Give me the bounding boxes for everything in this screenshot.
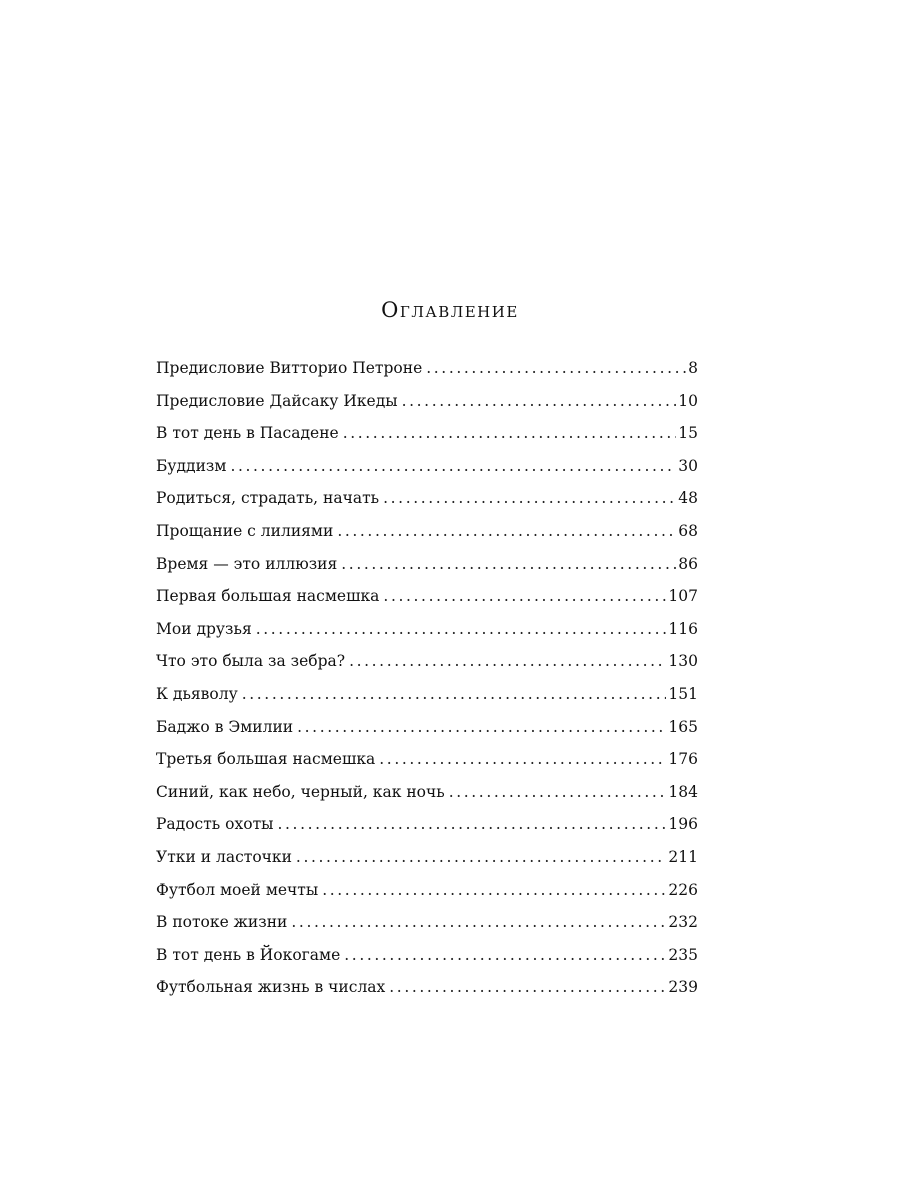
toc-page-number: 184 <box>668 782 698 801</box>
toc-entry <box>156 548 698 581</box>
dot-leader <box>256 613 667 646</box>
toc-page-number: 48 <box>678 489 698 508</box>
toc-list <box>156 352 698 1004</box>
dot-leader <box>344 939 666 972</box>
toc-page-number: 239 <box>668 978 698 997</box>
dot-leader <box>322 874 666 907</box>
toc-entry-title: В тот день в Пасадене <box>156 424 339 443</box>
toc-entry-title: Буддизм <box>156 456 227 475</box>
toc-entry <box>156 515 698 548</box>
toc-entry <box>156 906 698 939</box>
toc-entry-title: Синий, как небо, черный, как ночь <box>156 782 445 801</box>
toc-entry-title: В тот день в Йокогаме <box>156 945 341 964</box>
dot-leader <box>297 711 666 744</box>
toc-page-number: 68 <box>678 521 698 540</box>
toc-entry-title: Родиться, страдать, начать <box>156 489 380 508</box>
dot-leader <box>337 515 676 548</box>
toc-page-number: 130 <box>668 652 698 671</box>
dot-leader <box>379 743 666 776</box>
toc-page-number: 86 <box>678 554 698 573</box>
toc-page-number: 10 <box>678 391 698 410</box>
dot-leader <box>296 841 666 874</box>
toc-entry-title: Предисловие Дайсаку Икеды <box>156 391 398 410</box>
toc-entry-title: Футбол моей мечты <box>156 880 319 899</box>
toc-entry-title: Утки и ласточки <box>156 847 292 866</box>
toc-page-number: 8 <box>688 359 698 377</box>
toc-page-number: 151 <box>668 684 698 703</box>
dot-leader <box>389 971 666 1004</box>
toc-entry-title: Что это была за зебра? <box>156 652 346 671</box>
toc-entry <box>156 352 698 385</box>
dot-leader <box>402 385 677 418</box>
toc-entry-title: К дьяволу <box>156 684 238 703</box>
toc-entry <box>156 385 698 418</box>
toc-entry <box>156 645 698 678</box>
toc-page-number: 226 <box>668 880 698 899</box>
toc-page-number: 30 <box>678 456 698 475</box>
dot-leader <box>426 352 686 385</box>
toc-page-number: 235 <box>668 945 698 964</box>
toc-entry <box>156 939 698 972</box>
toc-page-number: 107 <box>668 587 698 606</box>
dot-leader <box>343 417 677 450</box>
toc-entry <box>156 450 698 483</box>
toc-entry <box>156 417 698 450</box>
dot-leader <box>341 548 676 581</box>
toc-entry-title: Время — это иллюзия <box>156 554 338 573</box>
toc-entry-title: Прощание с лилиями <box>156 521 334 540</box>
toc-page-number: 196 <box>668 815 698 834</box>
toc-entry <box>156 711 698 744</box>
toc-entry-title: Радость охоты <box>156 815 274 834</box>
toc-page-number: 116 <box>668 619 698 638</box>
toc-entry <box>156 743 698 776</box>
dot-leader <box>383 580 666 613</box>
toc-entry <box>156 776 698 809</box>
toc-page-number: 165 <box>668 717 698 736</box>
toc-entry-title: Третья большая насмешка <box>156 750 376 769</box>
toc-heading: Оглавление <box>381 298 519 322</box>
toc-entry <box>156 580 698 613</box>
toc-entry-title: Футбольная жизнь в числах <box>156 978 386 997</box>
dot-leader <box>349 645 666 678</box>
toc-entry <box>156 678 698 711</box>
toc-entry-title: Предисловие Витторио Петроне <box>156 359 423 377</box>
dot-leader <box>242 678 667 711</box>
toc-page-number: 211 <box>668 847 698 866</box>
toc-entry-title: Первая большая насмешка <box>156 587 380 606</box>
dot-leader <box>383 482 676 515</box>
dot-leader <box>449 776 667 809</box>
toc-entry-title: Мои друзья <box>156 619 252 638</box>
toc-page-number: 232 <box>668 913 698 932</box>
toc-entry <box>156 482 698 515</box>
dot-leader <box>277 808 666 841</box>
toc-entry <box>156 971 698 1004</box>
toc-entry-title: Баджо в Эмилии <box>156 717 294 736</box>
toc-page-number: 176 <box>668 750 698 769</box>
toc-entry <box>156 808 698 841</box>
toc-entry-title: В потоке жизни <box>156 913 288 932</box>
toc-entry <box>156 874 698 907</box>
toc-entry <box>156 613 698 646</box>
dot-leader <box>291 906 666 939</box>
dot-leader <box>230 450 676 483</box>
toc-entry <box>156 841 698 874</box>
toc-page-number: 15 <box>678 424 698 443</box>
